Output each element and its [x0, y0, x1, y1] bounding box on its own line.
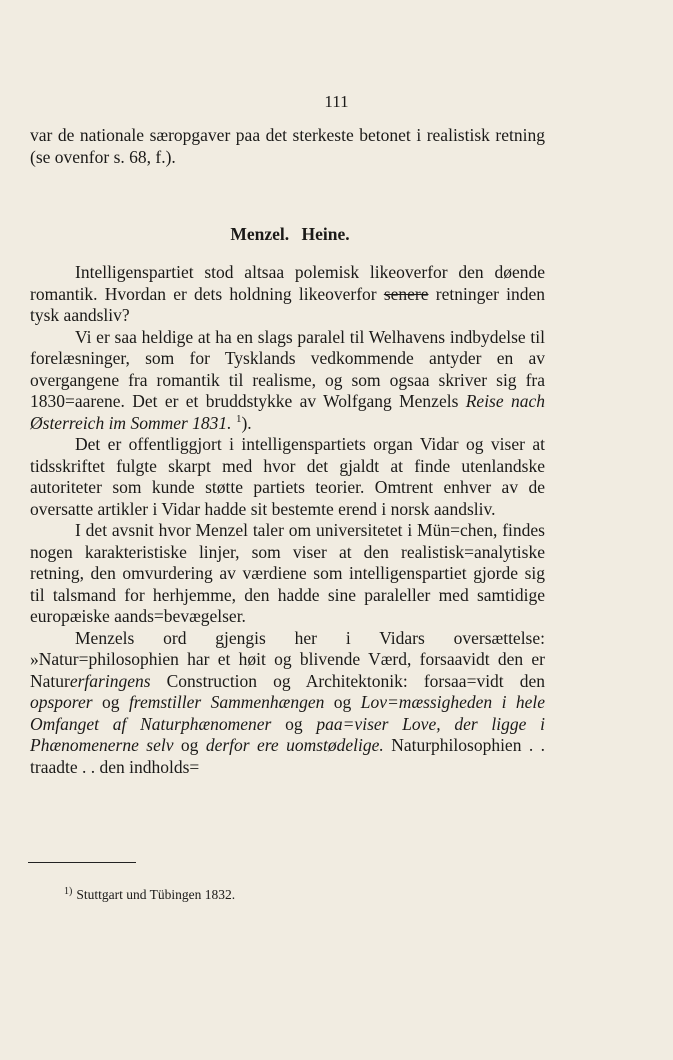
- p5-text-3: og: [92, 692, 129, 712]
- p5-italic-2: opsporer: [30, 692, 93, 712]
- footnote-text: Stuttgart und Tübingen 1832.: [76, 887, 236, 902]
- page-number: 111: [324, 92, 349, 111]
- paragraph-1-text: Intelligenspartiet stod altsaa polemisk likeoverfor den døende romantik. Hvordan er dets holdning likeoverfor: [30, 262, 545, 304]
- p5-italic-5: paa=viser Love, der ligge i Phænomenerne selv: [30, 713, 546, 755]
- footnote-divider: [28, 862, 136, 863]
- footnote-mark: 1): [64, 885, 73, 897]
- paragraph-1-rest: retninger inden tysk aandsliv?: [30, 283, 546, 325]
- book-title: Reise nach Østerreich im Sommer 1831.: [30, 391, 545, 433]
- paragraph-4: I det avsnit hvor Menzel taler om universitetet i Mün=chen, findes nogen karakteristiske linjer, som viser at den realistisk=analytiske retning, den omvurdering av værdiene som intelligenspartiet gjorde sig til talsmand for herhjemme, den hadde sine paraleller med samtidige europæiske aands=bevægelser.: [30, 520, 545, 626]
- paragraph-2-end: ).: [241, 412, 252, 433]
- section-heading: [0, 224, 580, 245]
- paragraph-2: [30, 327, 545, 435]
- p5-text-4: og: [324, 692, 361, 712]
- struck-word: senere: [383, 283, 429, 304]
- heading-heine: Heine.: [301, 224, 350, 244]
- p5-italic-3: fremstiller Sammenhængen: [128, 692, 325, 712]
- p5-text-5: og: [271, 713, 317, 734]
- paragraph-1: [30, 262, 545, 327]
- body-text: [30, 262, 545, 778]
- p5-italic-1: erfaringens: [69, 670, 151, 691]
- p5-text-6: og: [173, 735, 206, 755]
- p5-italic-6: derfor ere uomstødelige.: [205, 735, 384, 755]
- footnote-reference: 1: [235, 412, 242, 425]
- footnote: [64, 887, 235, 903]
- p5-text-7: Naturphilosophien . . traadte . . den indholds=: [30, 735, 546, 777]
- intro-text: [30, 125, 545, 168]
- intro-paragraph: var de nationale særopgaver paa det sterkeste betonet i realistisk retning (se ovenfor s. 68, f.).: [30, 125, 545, 167]
- p5-text-2: Construction og Architektonik: forsaa=vidt den: [150, 670, 545, 691]
- p5-text-1: Menzels ord gjengis her i Vidars oversættelse: »Natur=philosophien har et høit og blivende Værd, forsaavidt den er Natur: [30, 627, 545, 691]
- paragraph-3: Det er offentliggjort i intelligenspartiets organ Vidar og viser at tidsskriftet fulgte skarpt med hvor det gjaldt at finde utenlandske autoriteter som kunde støtte partiets teorier. Omtrent enhver av de oversatte artikler i Vidar hadde sit bestemte erend i norsk aandsliv.: [30, 434, 545, 519]
- p5-italic-4: Lov=mæssigheden i hele Omfanget af Naturphænomener: [30, 692, 546, 734]
- paragraph-2-text: Vi er saa heldige at ha en slags paralel til Welhavens indbydelse til forelæsninger, som for Tysklands vedkommende antyder en av overgangene fra romantik til realisme, og som ogsaa skriver sig fra 1830=aarene. Det er et bruddstykke av Wolfgang Menzels: [30, 326, 545, 411]
- heading-menzel: Menzel.: [230, 224, 290, 244]
- paragraph-5: [30, 628, 545, 779]
